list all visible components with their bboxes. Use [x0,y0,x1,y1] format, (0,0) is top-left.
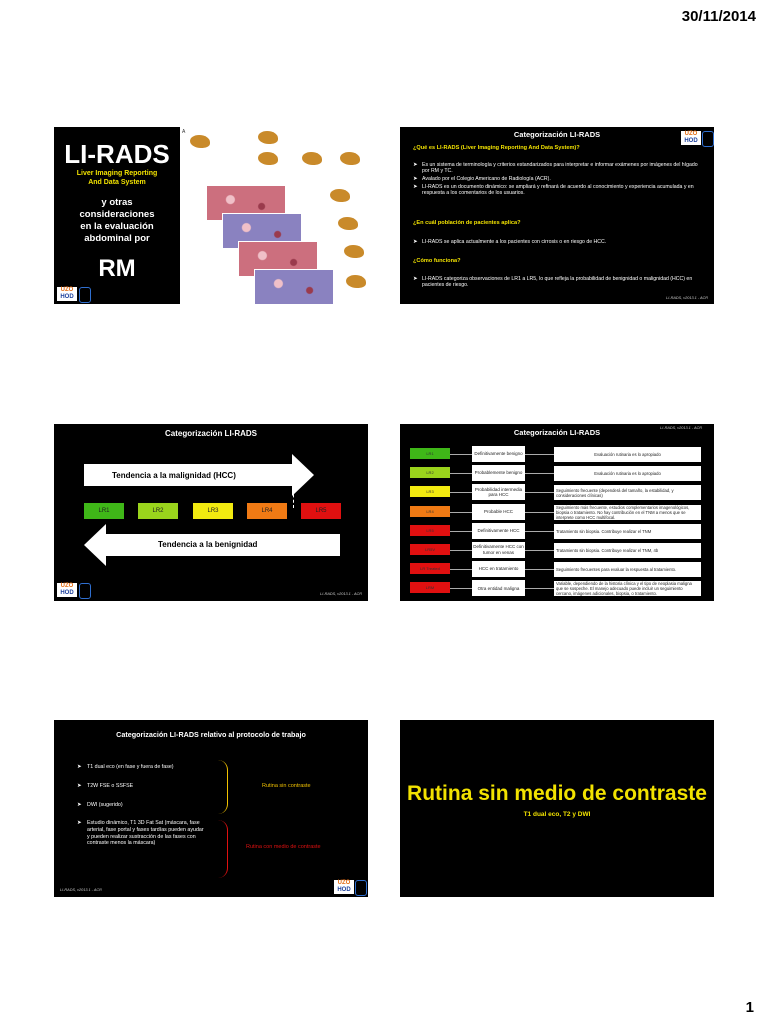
bullet-item: ➤ LI-RADS es un documento dinámico: se ampliará y refinará de acuerdo al conocimiento y experiencia acumulada y en respuesta a los comentarios de los usuarios. [413,184,694,197]
desc-line: y otras [101,197,133,208]
connector-line [450,512,472,513]
category-description: Definitivamente HCC [472,523,525,539]
category-tag: LR5 [410,525,450,536]
decorative-icon [355,880,367,896]
slide-subtitle: T1 dual eco, T2 y DWI [523,811,591,818]
connector-line [525,492,554,493]
category-tag: LR1 [410,448,450,459]
subtitle-line: And Data System [88,179,146,186]
uzohod-logo: UZO HOD [57,287,77,301]
liver-image [258,131,278,144]
connector-line [450,569,472,570]
page-number: 1 [745,999,754,1016]
protocol-item: ➤ Estudio dinámico, T1 3D Fat Sat (máscara, fase arterial, fase portal y fases tardías pueden ayudar y pueden realizar sustracción de las fases con contraste menos la máscara) [77,820,204,847]
connector-line [525,550,554,551]
category-tag: LR Treated [410,563,450,574]
category-lr5: LR5 [301,503,341,519]
bullet-item: ➤ LI-RADS se aplica actualmente a los pacientes con cirrosis o en riesgo de HCC. [413,239,607,245]
protocol-item: ➤ T2W FSE o SSFSE [77,783,134,789]
recommendation: Tratamiento sin biopsia. Contribuye realizar el TNM, 4b [554,543,701,558]
protocol-item: ➤ T1 dual eco (en fase y fuera de fase) [77,764,174,770]
reference-note: LI-RADS, v2013.1 - ACR [60,888,102,892]
slide-title: Categorización LI-RADS [513,428,601,437]
reference-note: LI-RADS, v2013.1 - ACR [320,592,362,596]
connector-line [450,492,472,493]
with-contrast-label: Rutina con medio de contraste [246,844,321,850]
recommendation: Evaluación rutinaria es lo apropiado [554,466,701,481]
liver-image [258,152,278,165]
dashed-divider [293,468,294,508]
histology-image [254,269,334,304]
uzohod-logo: UZO HOD [57,583,77,597]
connector-line [525,473,554,474]
bullet-item: ➤ LI-RADS categoriza observaciones de LR1 a LR5, lo que refleja la probabilidad de benignidad o malignidad (HCC) en pacientes de riesgo. [413,276,693,289]
connector-line [450,454,472,455]
slide-6-thumbnail[interactable] [400,720,714,897]
connector-line [450,550,472,551]
liver-image [302,152,322,165]
category-tag: LR2 [410,467,450,478]
decorative-icon [79,287,91,303]
liver-figure [180,127,368,304]
question-heading: ¿Qué es LI-RADS (Liver Imaging Reporting And Data System)? [413,145,580,151]
slide-title: Categorización LI-RADS [513,130,601,139]
category-lr1: LR1 [84,503,124,519]
slide-title: LI-RADS [64,139,170,169]
recommendation: Tratamiento sin biopsia. Contribuye realizar el TNM [554,524,701,539]
reference-note: LI-RADS, v2013.1 - ACR [660,426,702,430]
category-tag: LRM [410,582,450,593]
connector-line [450,473,472,474]
liver-image [330,189,350,202]
category-lr2: LR2 [138,503,178,519]
connector-line [525,569,554,570]
connector-line [450,588,472,589]
liver-image [346,275,366,288]
slide-4-thumbnail[interactable] [400,424,714,601]
decorative-icon [702,131,714,147]
category-description: Otra entidad maligna [472,580,525,596]
connector-line [525,512,554,513]
without-contrast-label: Rutina sin contraste [262,783,311,789]
question-heading: ¿En cuál población de pacientes aplica? [413,220,521,226]
malignancy-arrow-head [292,454,314,496]
question-heading: ¿Cómo funciona? [413,258,461,264]
category-description: Probabilidad intermedia para HCC [472,484,525,500]
desc-line: consideraciones [79,209,155,220]
liver-image [338,217,358,230]
recommendation: Evaluación rutinaria es lo apropiado [554,447,701,462]
protocol-item: ➤ DWI (sugerido) [77,802,123,808]
slide-2-thumbnail[interactable] [400,127,714,304]
desc-line: en la evaluación [80,221,154,232]
category-tag: LR4 [410,506,450,517]
bullet-item: ➤ Es un sistema de terminología y criterios estandarizados para interpretar e informar exámenes por imágenes del hígado por RM y TC. [413,162,698,175]
connector-line [525,454,554,455]
desc-line: abdominal por [84,233,150,244]
category-tag: LR5V [410,544,450,555]
recommendation: Seguimiento frecuentes para evaluar la respuesta al tratamiento. [554,562,701,577]
connector-line [525,588,554,589]
connector-line [450,531,472,532]
figure-letter: A [182,129,186,135]
bullet-item: ➤ Avalado por el Colegio Americano de Radiología (ACR). [413,176,551,182]
category-description: HCC en tratamiento [472,561,525,577]
liver-image [340,152,360,165]
subtitle-line: Liver Imaging Reporting [76,170,158,177]
modality-label: RM [98,255,136,282]
slide-title: Categorización LI-RADS relativo al protocolo de trabajo [116,730,306,739]
benignity-label: Tendencia a la benignidad [158,540,258,549]
slide-title: Rutina sin medio de contraste [407,782,707,805]
reference-note: LI-RADS, v2013.1 - ACR [666,296,708,300]
uzohod-logo: UZO HOD [681,131,701,145]
slide-description [60,197,174,245]
category-description: Probable HCC [472,504,525,520]
slide-3-thumbnail[interactable] [54,424,368,601]
slide-subtitle [60,169,174,187]
benignity-arrow-head [84,524,106,566]
slide-1-thumbnail[interactable] [54,127,368,304]
malignancy-label: Tendencia a la malignidad (HCC) [112,471,236,480]
category-lr4: LR4 [247,503,287,519]
with-contrast-brace [217,820,228,878]
slide-title: Categorización LI-RADS [164,429,257,438]
decorative-icon [79,583,91,599]
recommendation: Variable, dependiendo de la historia clínica y el tipo de neoplasia maligna que se sospeche. El manejo adecuado puede incluir un seguimiento cercano, imágenes adicionales, biopsia, o tratamiento. [554,581,701,596]
category-tag: LR3 [410,486,450,497]
slide-5-thumbnail[interactable] [54,720,368,897]
category-description: Definitivamente HCC con tumor en venas [472,542,525,558]
recommendation: Seguimiento frecuente (dependerá del tamaño, la estabilidad, y consideraciones clínicas) [554,485,701,500]
category-description: Probablemente benigno [472,465,525,481]
category-description: Definitivamente benigno [472,446,525,462]
liver-image [344,245,364,258]
uzohod-logo: UZO HOD [334,880,354,894]
header-date: 30/11/2014 [681,8,756,25]
liver-image [190,135,210,148]
without-contrast-brace [217,760,228,814]
connector-line [525,531,554,532]
category-lr3: LR3 [193,503,233,519]
title-panel [54,127,180,304]
recommendation: Seguimiento más frecuente, estudios complementarios imagenológicos, biopsia o tratamiento. No hay contribución en el TNM a menos que se interprete como HCC multifocal. [554,505,701,520]
